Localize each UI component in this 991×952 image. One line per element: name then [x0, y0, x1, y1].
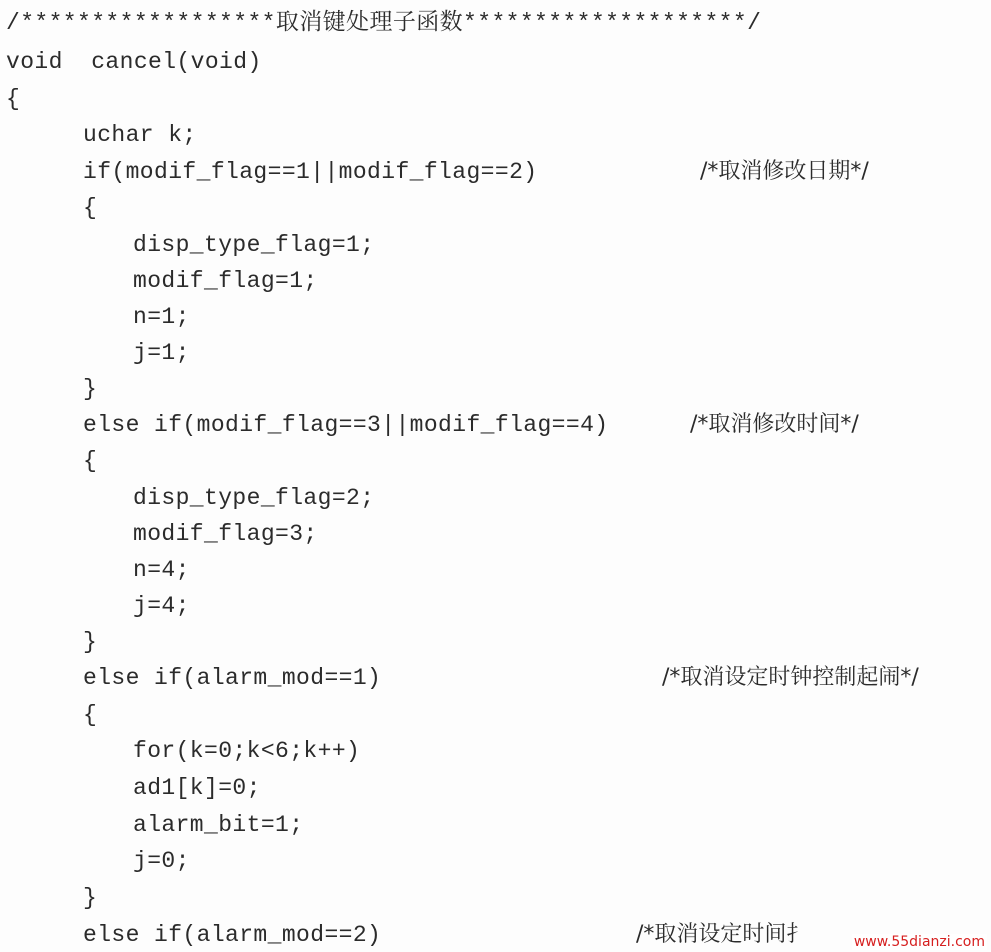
code-line: }	[83, 629, 98, 655]
code-comment: /*取消修改日期*/	[700, 159, 869, 184]
code-line: j=4;	[133, 593, 190, 619]
code-line: {	[83, 448, 98, 474]
code-line: disp_type_flag=1;	[133, 232, 375, 258]
code-line: j=1;	[133, 340, 190, 366]
code-line: {	[83, 702, 98, 728]
code-line: else if(alarm_mod==2)	[83, 922, 382, 948]
code-comment: /*取消修改时间*/	[690, 412, 859, 437]
code-line: j=0;	[133, 848, 190, 874]
watermark: www.55dianzi.com	[853, 934, 985, 950]
code-line: else if(modif_flag==3||modif_flag==4)	[83, 412, 609, 438]
code-line: }	[83, 885, 98, 911]
code-line: for(k=0;k<6;k++)	[133, 738, 361, 764]
code-line: uchar k;	[83, 122, 197, 148]
code-line: n=4;	[133, 557, 190, 583]
code-line: alarm_bit=1;	[133, 812, 304, 838]
header-comment: /******************取消键处理子函数********************/	[6, 10, 762, 36]
code-comment: /*取消设定时间扌	[636, 922, 809, 947]
code-line: n=1;	[133, 304, 190, 330]
function-signature: void cancel(void)	[6, 49, 262, 75]
code-line: disp_type_flag=2;	[133, 485, 375, 511]
code-line: {	[83, 195, 98, 221]
code-line: modif_flag=1;	[133, 268, 318, 294]
code-line: else if(alarm_mod==1)	[83, 665, 382, 691]
open-brace: {	[6, 86, 21, 112]
code-line: ad1[k]=0;	[133, 775, 261, 801]
code-line: if(modif_flag==1||modif_flag==2)	[83, 159, 538, 185]
code-comment: /*取消设定时钟控制起闹*/	[662, 665, 919, 690]
code-line: modif_flag=3;	[133, 521, 318, 547]
code-line: }	[83, 376, 98, 402]
